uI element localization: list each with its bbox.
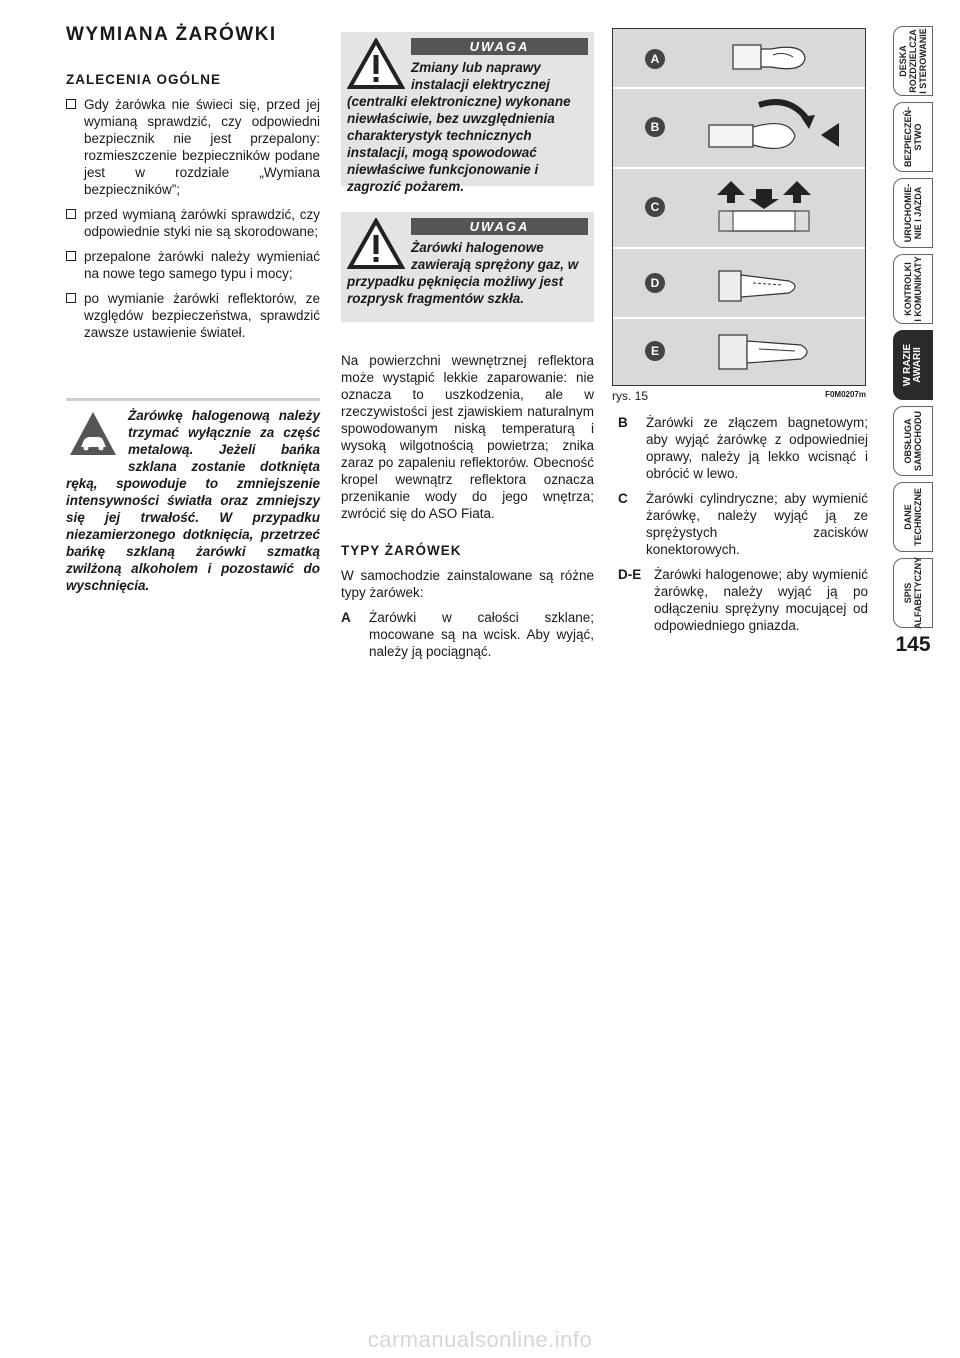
list-item: przed wymianą żarówki sprawdzić, czy odpowiednie styki nie są skorodowane;: [66, 206, 320, 240]
general-heading: ZALECENIA OGÓLNE: [66, 72, 222, 87]
column-left: [66, 26, 320, 349]
car-warning-icon: [68, 409, 118, 459]
column-middle: [341, 28, 594, 668]
types-intro: W samochodzie zainstalowane są różne typy żarówek:: [341, 568, 594, 600]
general-list: [66, 96, 320, 341]
glass-bulb-icon: [713, 35, 823, 81]
warning-text: Zmiany lub naprawy instalacji elektrycznej (centralki elektroniczne) wykonane niewłaściwie, bez uwzględnienia charakterystyk technicznych instalacji, mogą spowodować niewłaściwe funkcjonowanie i zagrozić pożarem.: [347, 60, 571, 194]
warning-box: [341, 32, 594, 194]
figure-label: B: [645, 117, 665, 137]
page-title: WYMIANA ŻARÓWKI: [66, 24, 277, 45]
figure-row-e: [613, 319, 865, 385]
figure-label: D: [645, 273, 665, 293]
column-right: [618, 414, 868, 642]
note-divider: [66, 398, 320, 401]
figure-code: F0M0207m: [825, 390, 866, 399]
halogen-bulb-d-icon: [709, 253, 819, 315]
bulb-figure: [612, 28, 866, 386]
tab-w-razie-awarii[interactable]: W RAZIE AWARII: [893, 330, 933, 400]
bayonet-bulb-icon: [699, 95, 849, 163]
figure-row-c: [613, 169, 865, 249]
checkbox-square-icon: [66, 293, 76, 303]
halogen-bulb-e-icon: [709, 323, 829, 381]
tab-bezpieczenstwo[interactable]: BEZPIECZEŃ- STWO: [893, 102, 933, 172]
tab-uruchomienie[interactable]: URUCHOMIE- NIE I JAZDA: [893, 178, 933, 248]
checkbox-square-icon: [66, 99, 76, 109]
tab-dane-techniczne[interactable]: DANE TECHNICZNE: [893, 482, 933, 552]
figure-row-a: [613, 29, 865, 89]
figure-row-d: [613, 249, 865, 319]
list-item: Gdy żarówka nie świeci się, przed jej wymianą sprawdzić, czy odpowiedni bezpiecznik nie jest przepalony: rozmieszczenie bezpieczników podane jest w rozdziale „Wymiana bezpieczników”;: [66, 96, 320, 198]
warning-header: UWAGA: [411, 38, 588, 55]
checkbox-square-icon: [66, 209, 76, 219]
types-heading: TYPY ŻARÓWEK: [341, 543, 462, 558]
warning-triangle-icon: [347, 38, 405, 90]
tab-spis[interactable]: SPIS ALFABETYCZNY: [893, 558, 933, 628]
cylindrical-bulb-icon: [709, 173, 819, 245]
warning-triangle-icon: [347, 218, 405, 270]
figure-caption: rys. 15 F0M0207m: [612, 389, 866, 403]
bulb-type-c: C Żarówki cylindryczne; aby wymienić żarówkę, należy wyjąć ją ze sprężystych zacisków konektorowych.: [618, 491, 868, 557]
watermark: carmanualsonline.info: [367, 1327, 593, 1352]
figure-label: E: [645, 341, 665, 361]
halogen-note: Żarówkę halogenową należy trzymać wyłącznie za część metalową. Jeżeli bańka szklana zostanie dotknięta ręką, spowoduje to zmniejszenie intensywności światła oraz zmniejszy się jej trwałość. W przypadku niezamierzonego dotknięcia, przetrzeć bańkę szklaną żarówki szmatką zwilżoną alkoholem i pozostawić do wyschnięcia.: [66, 398, 320, 594]
warning-header: UWAGA: [411, 218, 588, 235]
figure-label: A: [645, 49, 665, 69]
tab-obsluga[interactable]: OBSŁUGA SAMOCHODU: [893, 406, 933, 476]
warning-text: Żarówki halogenowe zawierają sprężony gaz, w przypadku pęknięcia możliwy jest rozprysk fragmentów szkła.: [347, 240, 579, 306]
list-item: po wymianie żarówki reflektorów, ze względów bezpieczeństwa, sprawdzić zawsze ustawienie świateł.: [66, 290, 320, 341]
bulb-type-a: A Żarówki w całości szklane; mocowane są na wcisk. Aby wyjąć, należy ją pociągnąć.: [341, 610, 594, 659]
condensation-paragraph: Na powierzchni wewnętrznej reflektora może wystąpić lekkie zaparowanie: nie oznacza to uszkodzenia, ale w rzeczywistości jest zjawiskiem naturalnym spowodowanym niską temperaturą i wysoką wilgotnością powietrza; znika zaraz po zapaleniu reflektorów. Obecność kropel wewnątrz reflektora oznacza przenikanie wody do jego wnętrza; zwrócić się do ASO Fiata.: [341, 353, 594, 521]
tab-deska-rozdzielcza[interactable]: DESKA ROZDZIELCZA I STEROWANIE: [893, 26, 933, 96]
tab-kontrolki[interactable]: KONTROLKI I KOMUNIKATY: [893, 254, 933, 324]
bulb-type-b: B Żarówki ze złączem bagnetowym; aby wyjąć żarówkę z odpowiedniej oprawy, należy ją lekko wcisnąć i obrócić w lewo.: [618, 415, 868, 481]
checkbox-square-icon: [66, 251, 76, 261]
page-number: 145: [895, 633, 931, 656]
bulb-type-de: D-E Żarówki halogenowe; aby wymienić żarówkę, należy wyjąć ją po odłączeniu sprężyny mocującej od odpowiedniego gniazda.: [618, 567, 868, 633]
warning-box: [341, 212, 594, 322]
figure-row-b: [613, 89, 865, 169]
figure-label: C: [645, 197, 665, 217]
list-item: przepalone żarówki należy wymieniać na nowe tego samego typu i mocy;: [66, 248, 320, 282]
